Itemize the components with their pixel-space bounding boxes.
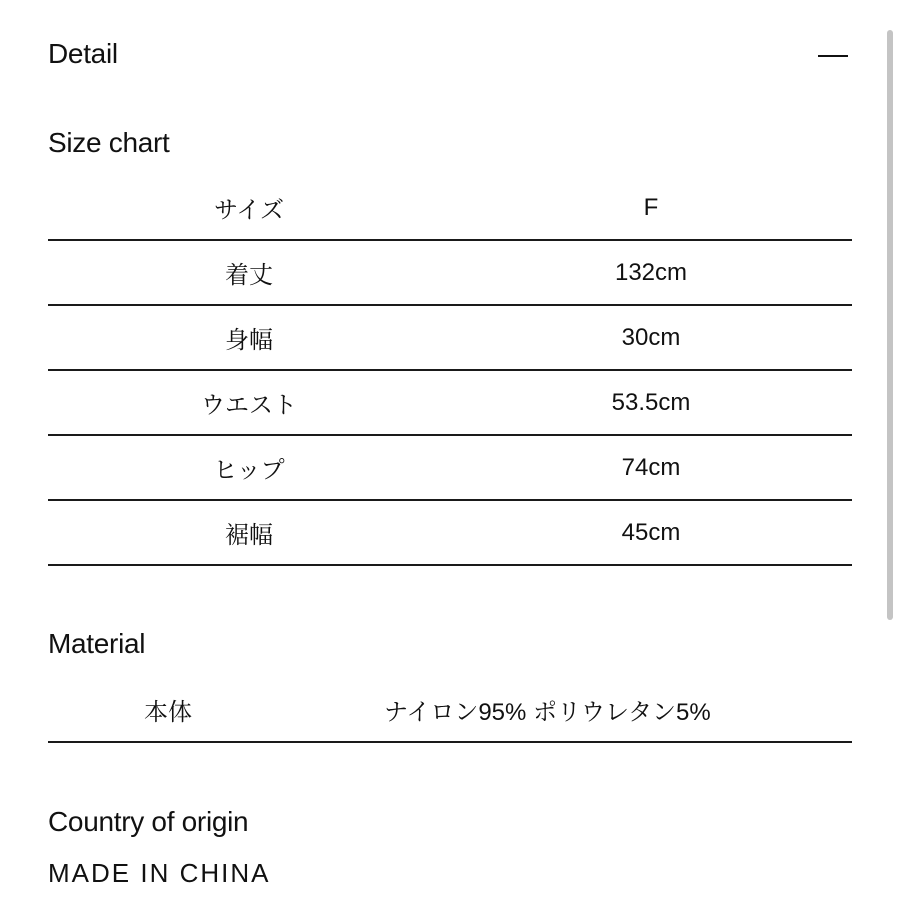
size-row-value: 132cm (450, 240, 852, 305)
material-heading: Material (48, 628, 146, 659)
table-row (48, 305, 852, 370)
size-header-row (48, 176, 852, 240)
table-row (48, 240, 852, 305)
country-of-origin-heading: Country of origin (48, 806, 249, 837)
size-row-label: 着丈 (48, 240, 450, 305)
size-header-value: F (450, 176, 852, 240)
table-row (48, 370, 852, 435)
size-row-label: ヒップ (48, 435, 450, 500)
size-chart-heading: Size chart (48, 127, 170, 158)
size-header-label: サイズ (48, 176, 450, 240)
collapse-button[interactable] (818, 41, 848, 71)
minus-icon (818, 55, 848, 57)
size-chart-table (48, 176, 852, 566)
detail-heading: Detail (48, 38, 118, 69)
size-row-label: ウエスト (48, 370, 450, 435)
table-row (48, 500, 852, 565)
material-value: ナイロン95% ポリウレタン5% (288, 678, 852, 742)
size-row-value: 74cm (450, 435, 852, 500)
size-row-value: 30cm (450, 305, 852, 370)
scrollbar-thumb[interactable] (887, 30, 893, 620)
size-row-label: 身幅 (48, 305, 450, 370)
table-row (48, 678, 852, 742)
size-row-label: 裾幅 (48, 500, 450, 565)
material-table (48, 678, 852, 743)
material-label: 本体 (48, 678, 288, 742)
country-of-origin-value: MADE IN CHINA (48, 858, 271, 888)
size-row-value: 45cm (450, 500, 852, 565)
size-row-value: 53.5cm (450, 370, 852, 435)
table-row (48, 435, 852, 500)
